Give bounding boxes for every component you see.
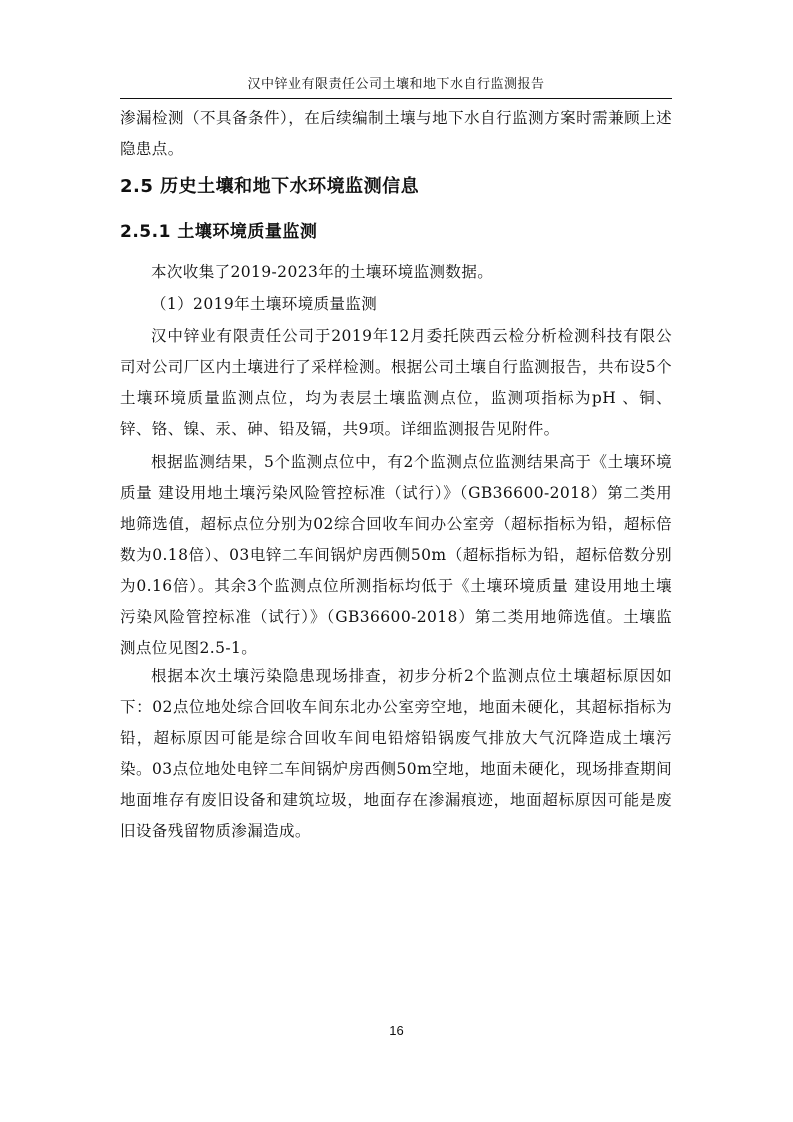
collection-paragraph: 本次收集了2019-2023年的土壤环境监测数据。: [151, 263, 494, 281]
cause-analysis-paragraph: 根据本次土壤污染隐患现场排查，初步分析2个监测点位土壤超标原因如下：02点位地处综合回收车间东北办公室旁空地，地面未硬化，其超标指标为铅，超标原因可能是综合回收车间电铅熔铅锅废气排放大气沉降造成土壤污染。03点位地处电锌二车间锅炉房西侧50m空地，地面未硬化，现场排查期间地面堆存有废旧设备和建筑垃圾，地面存在渗漏痕迹，地面超标原因可能是废旧设备残留物质渗漏造成。: [120, 667, 672, 840]
subsection-heading: 2.5.1 土壤环境质量监测: [120, 222, 318, 242]
header-divider: [120, 98, 672, 99]
page-number: 16: [389, 1023, 404, 1038]
item-2019-heading: （1）2019年土壤环境质量监测: [151, 295, 378, 313]
section-heading: 2.5 历史土壤和地下水环境监测信息: [120, 176, 420, 197]
results-paragraph: 根据监测结果，5个监测点位中，有2个监测点位监测结果高于《土壤环境质量 建设用地土壤污染风险管控标准（试行）》（GB36600-2018）第二类用地筛选值，超标点位分别为02综合回收车间办公室旁（超标指标为铅，超标倍数为0.18倍）、03电锌二车间锅炉房西侧50m（超标指标为铅，超标倍数分别为0.16倍）。其余3个监测点位所测指标均低于《土壤环境质量 建设用地土壤污染风险管控标准（试行）》（GB36600-2018）第二类用地筛选值。土壤监测点位见图2.5-1。: [120, 453, 672, 657]
intro-continuation-paragraph: 渗漏检测（不具备条件），在后续编制土壤与地下水自行监测方案时需兼顾上述隐患点。: [120, 109, 672, 158]
sampling-paragraph: 汉中锌业有限责任公司于2019年12月委托陕西云检分析检测科技有限公司对公司厂区内土壤进行了采样检测。根据公司土壤自行监测报告，共布设5个土壤环境质量监测点位，均为表层土壤监测点位，监测项指标为pH 、铜、锌、铬、镍、汞、砷、铅及镉，共9项。详细监测报告见附件。: [120, 327, 672, 438]
header-title: 汉中锌业有限责任公司土壤和地下水自行监测报告: [247, 77, 545, 92]
